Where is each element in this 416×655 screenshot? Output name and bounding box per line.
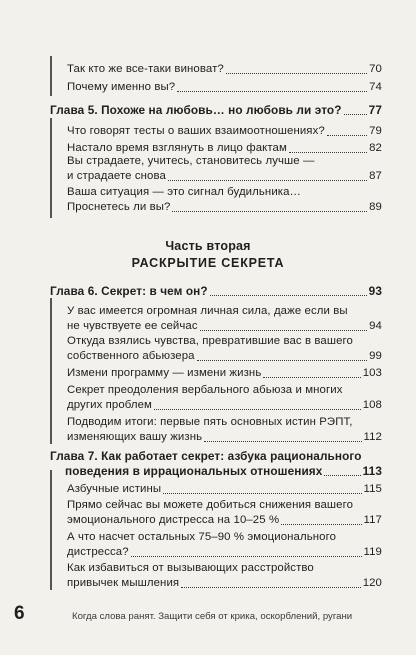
section-bar [50, 470, 52, 590]
dot-leader [154, 408, 361, 410]
toc-entry [67, 319, 382, 334]
toc-entry [67, 576, 382, 591]
chapter-heading [65, 464, 382, 479]
entry-page: 70 [369, 63, 382, 75]
entry-title: Почему именно вы? [67, 81, 176, 93]
section-bar [50, 56, 52, 96]
dot-leader [263, 376, 360, 378]
entry-title: Откуда взялись чувства, превратившие вас в вашего [67, 335, 353, 347]
chapter-page: 93 [368, 284, 382, 298]
chapter-heading-line1 [50, 449, 382, 464]
section-bar [50, 118, 52, 218]
entry-title: Подводим итоги: первые пять основных истин РЭПТ, [67, 416, 353, 428]
entry-page: 99 [369, 350, 382, 362]
entry-title: Азбучные истины [67, 483, 162, 495]
entry-title-cont: собственного абьюзера [67, 350, 195, 362]
chapter-page: 113 [362, 464, 382, 478]
toc-entry [67, 349, 382, 364]
toc-entry-line1 [67, 185, 382, 200]
entry-title: Прямо сейчас вы можете добиться снижения вашего [67, 499, 354, 511]
running-title: Когда слова ранят. Защити себя от крика, оскорблений, ругани [72, 611, 353, 622]
toc-entry [67, 482, 382, 497]
entry-title-cont: не чувствуете ее сейчас [67, 320, 198, 332]
toc-entry [67, 366, 382, 381]
entry-page: 103 [362, 367, 382, 379]
dot-leader [181, 586, 361, 588]
toc-entry-line1 [67, 383, 382, 398]
entry-page: 94 [369, 320, 382, 332]
entry-title: Вы страдаете, учитесь, становитесь лучше — [67, 155, 315, 167]
entry-page: 79 [369, 125, 382, 137]
part-title: Часть вторая [165, 239, 251, 253]
entry-page: 112 [363, 431, 382, 443]
entry-title: Ваша ситуация — это сигнал будильника… [67, 186, 302, 198]
toc-entry [67, 124, 382, 139]
chapter-heading [50, 284, 382, 299]
dot-leader [200, 329, 367, 331]
entry-title: Измени программу — измени жизнь [67, 367, 262, 379]
entry-page: 87 [369, 170, 382, 182]
entry-page: 89 [369, 201, 382, 213]
toc-entry-line1 [67, 304, 382, 319]
entry-page: 82 [369, 142, 382, 154]
page-number: 6 [14, 603, 25, 624]
entry-title-cont: Проснетесь ли вы? [67, 201, 171, 213]
dot-leader [168, 179, 367, 181]
toc-entry [67, 398, 382, 413]
dot-leader [177, 90, 367, 92]
toc-entry [67, 169, 382, 184]
toc-entry [67, 545, 382, 560]
toc-entry [67, 430, 382, 445]
chapter-heading [50, 103, 382, 118]
toc-entry-line1 [67, 498, 382, 513]
entry-page: 119 [363, 546, 382, 558]
entry-title: Что говорят тесты о ваших взаимоотношениях? [67, 125, 325, 137]
entry-page: 117 [363, 514, 382, 526]
toc-entry-line1 [67, 154, 382, 169]
toc-entry-line1 [67, 334, 382, 349]
dot-leader [163, 492, 361, 494]
entry-title: Настало время взглянуть в лицо фактам [67, 142, 287, 154]
dot-leader [210, 294, 367, 296]
chapter-title: Глава 6. Секрет: в чем он? [50, 284, 208, 298]
chapter-page: 77 [368, 103, 382, 117]
dot-leader [226, 72, 367, 74]
entry-title: Как избавиться от вызывающих расстройство [67, 562, 314, 574]
entry-title: Секрет преодоления вербального абьюза и многих [67, 384, 343, 396]
dot-leader [204, 440, 361, 442]
toc-entry [67, 513, 382, 528]
toc-entry [67, 62, 382, 77]
chapter-title-cont: поведения в иррациональных отношениях [65, 464, 323, 478]
entry-title-cont: и страдаете снова [67, 170, 166, 182]
chapter-title: Глава 7. Как работает секрет: азбука рационального [50, 449, 362, 463]
entry-page: 108 [362, 399, 382, 411]
entry-page: 115 [363, 483, 382, 495]
dot-leader [281, 523, 361, 525]
entry-title: Так кто же все-таки виноват? [67, 63, 224, 75]
dot-leader [131, 555, 362, 557]
entry-title-cont: привычек мышления [67, 577, 180, 589]
toc-entry [67, 200, 382, 215]
entry-title-cont: изменяющих вашу жизнь [67, 431, 203, 443]
toc-entry [67, 80, 382, 95]
dot-leader [289, 151, 367, 153]
entry-title: У вас имеется огромная личная сила, даже если вы [67, 305, 348, 317]
section-bar [50, 298, 52, 444]
chapter-title: Глава 5. Похоже на любовь… но любовь ли это? [50, 103, 342, 117]
dot-leader [344, 113, 367, 115]
dot-leader [197, 359, 368, 361]
entry-title: А что насчет остальных 75–90 % эмоционального [67, 531, 337, 543]
dot-leader [327, 134, 367, 136]
dot-leader [172, 210, 367, 212]
toc-entry-line1 [67, 530, 382, 545]
entry-title-cont: других проблем [67, 399, 152, 411]
entry-title-cont: эмоционального дистресса на 10–25 % [67, 514, 280, 526]
dot-leader [324, 474, 360, 476]
toc-entry-line1 [67, 561, 382, 576]
entry-page: 74 [369, 81, 382, 93]
toc-entry-line1 [67, 415, 382, 430]
part-subtitle: РАСКРЫТИЕ СЕКРЕТА [131, 256, 285, 270]
entry-title-cont: дистресса? [67, 546, 129, 558]
entry-page: 120 [362, 577, 382, 589]
